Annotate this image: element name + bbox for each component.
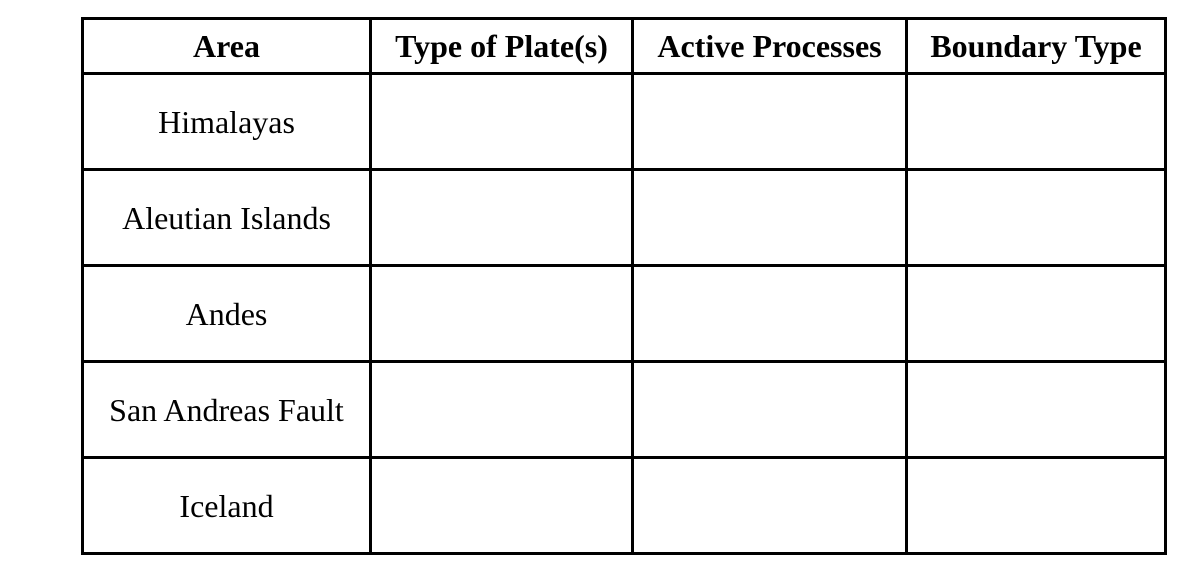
boundary-cell[interactable]: [907, 74, 1166, 170]
header-type-of-plates: Type of Plate(s): [371, 19, 633, 74]
plates-cell[interactable]: [371, 170, 633, 266]
plates-cell[interactable]: [371, 362, 633, 458]
processes-cell[interactable]: [633, 266, 907, 362]
header-active-processes: Active Processes: [633, 19, 907, 74]
area-cell: San Andreas Fault: [83, 362, 371, 458]
table-row: [83, 170, 1166, 266]
plates-cell[interactable]: [371, 266, 633, 362]
table-header-row: [83, 19, 1166, 74]
plate-boundary-table: [81, 17, 1167, 555]
area-cell: Andes: [83, 266, 371, 362]
processes-cell[interactable]: [633, 362, 907, 458]
header-boundary-type: Boundary Type: [907, 19, 1166, 74]
processes-cell[interactable]: [633, 170, 907, 266]
area-cell: Iceland: [83, 458, 371, 554]
table-row: [83, 362, 1166, 458]
plates-cell[interactable]: [371, 458, 633, 554]
boundary-cell[interactable]: [907, 170, 1166, 266]
table-row: [83, 458, 1166, 554]
area-cell: Himalayas: [83, 74, 371, 170]
boundary-cell[interactable]: [907, 362, 1166, 458]
table-row: [83, 266, 1166, 362]
plates-cell[interactable]: [371, 74, 633, 170]
area-cell: Aleutian Islands: [83, 170, 371, 266]
boundary-cell[interactable]: [907, 458, 1166, 554]
processes-cell[interactable]: [633, 74, 907, 170]
boundary-cell[interactable]: [907, 266, 1166, 362]
header-area: Area: [83, 19, 371, 74]
table-row: [83, 74, 1166, 170]
processes-cell[interactable]: [633, 458, 907, 554]
